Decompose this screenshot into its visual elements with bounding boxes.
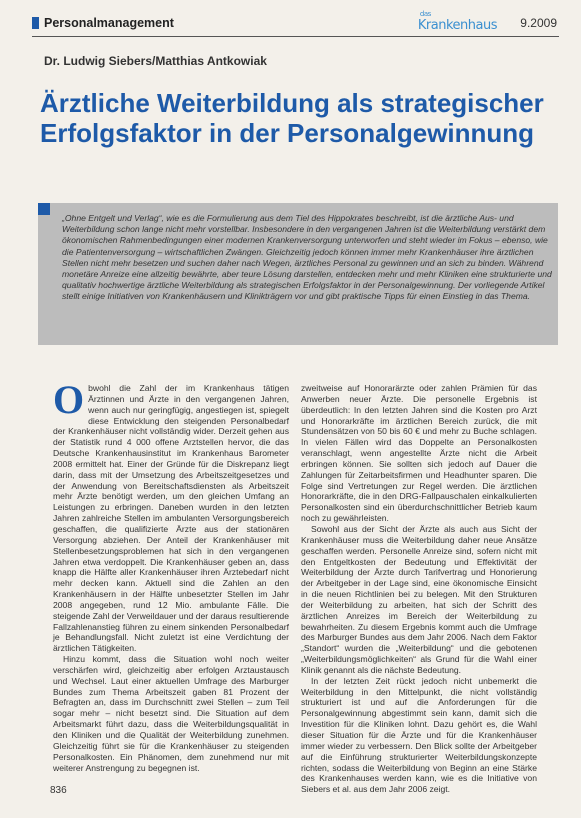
- article-authors: Dr. Ludwig Siebers/Matthias Antkowiak: [44, 54, 267, 68]
- magazine-logo-top: das: [419, 10, 431, 18]
- magazine-logo: [418, 8, 497, 32]
- drop-cap: O: [53, 377, 85, 422]
- page-number: 836: [50, 785, 67, 796]
- paragraph-text: bwohl die Zahl der im Krankenhaus tätigen Ärztinnen und Ärzte in den vergangenen Jahren, wenn auch nur geringfügig, angestiegen ist, spiegelt diese Entwicklung den steigenden Personalbedarf der Krankenhäuser nicht vollständig wider. Derzeit gehen aus der Statistik rund 4 000 offene Arztstellen hervor, die das Deutsche Krankenhausinstitut im Krankenhaus Barometer 2008 ermittelt hat. Einer der Gründe für die Diskrepanz liegt darin, dass mit der Umsetzung des Arbeitszeitgesetzes und der Anwendung von Bereitschaftsdiensten als Arbeitszeit mehr Ärzte benötigt werden, um den gleichen Umfang an Leistungen zu erbringen. Daneben wurden in den letzten Jahren zahlreiche Stellen im ambulanten Versorgungsbereich geschaffen, die qualifizierte Ärzte aus der stationären Versorgung abziehen. Der Anteil der Krankenhäuser mit Stellenbesetzungsproblemen hat sich in den vergangenen Jahren etwa verdoppelt. Die Krankenhäuser geben an, dass knapp die Hälfte aller Krankenhäuser ihren Ärztebedarf nicht mehr decken kann. Aktuell sind die Zahlen an den Krankenhäusern in der Hälfte unbesetzter Stellen im Jahr 2008 angegeben, rund 12 Mio. ambulante Fälle. Die steigende Zahl der Verweildauer und der daraus resultierende Fallzahlenanstieg führen zu einem sinkenden Personalbedarf je Behandlungsfall. Nicht zuletzt ist eine Verdichtung der ärztlichen Tätigkeiten.: [53, 383, 289, 654]
- issue-number: 9.2009: [520, 16, 557, 30]
- abstract-box: [38, 203, 558, 345]
- section-label: Personalmanagement: [44, 16, 174, 30]
- body-paragraph: zweitweise auf Honorarärzte oder zahlen Prämien für das Anwerben neuer Ärzte. Die personelle Ergebnis ist überdeutlich: In den letzten Jahren sind die Kosten pro Arzt und Honorarkräfte im ärztlichen Bereich zurück, die mit Stundensätzen von 50 bis 60 € und mehr zu Buche schlagen. In vielen Fällen wird das Doppelte an Personalkosten veranschlagt, wenn angestellte Ärzte nicht die Arbeit erbringen können. Sie sollten sich jedoch auf Dauer die Zahlungen für Zeitarbeitsfirmen und Headhunter sparen. Die Folge sind Vertretungen zur Regel werden. Die ärztlichen Honorarkräfte, die in den DRG-Fallpauschalen einkalkulierten Personalkosten sind ein überdurchschnittlicher Betrieb kaum noch zu gewährleisten.: [301, 383, 537, 524]
- body-column-left: [53, 377, 289, 773]
- page-header: [32, 10, 559, 37]
- abstract-text: „Ohne Entgelt und Verlag“, wie es die Formulierung aus dem Tiel des Hippokrates beschreibt, ist die ärztliche Aus- und Weiterbildung schon lange nicht mehr vorstellbar. Insbesondere in den vergangenen Jahren ist die Weiterbildung verstärkt dem ökonomischen Rahmenbedingungen einer modernen Krankenversorgung unterworfen und steht wieder im Fokus – ebenso, wie die Patientenversorgung – wirtschaftlichen Zwängen. Gleichzeitig jedoch können immer mehr Krankenhäuser ihre ärztlichen Stellen nicht mehr besetzen und suchen daher nach Wegen, ärztliches Personal zu gewinnen und an sich zu binden. Während monetäre Anreize eine allzeitig bewährte, aber teure Lösung darstellen, entdecken mehr und mehr Kliniken eine strukturierte und qualitativ hochwertige ärztliche Weiterbildung als strategischen Erfolgsfaktor in der Personalgewinnung. Der vorliegende Artikel stellt einige Initiativen von Krankenhäusern und Klinikträgern vor und gibt praktische Tipps für einen Einstieg in das Thema.: [62, 213, 552, 302]
- body-paragraph: [53, 377, 289, 654]
- body-paragraph: In der letzten Zeit rückt jedoch nicht unbemerkt die Weiterbildung in den Mittelpunkt, die nicht vollständig strukturiert ist und auf die Anforderungen für die Personalgewinnung abgestimmt sein kann, damit sich die Investition für die Kliniken lohnt. Dazu gehört es, die Wahl dieser Situation für die Ärzte und für die Krankenhäuser immer wieder zu verbessern. Den Blick sollte der Arbeitgeber auf die Einführung strukturierter Weiterbildungskonzepte richten, sodass die Weiterbildung von Beginn an eine Stärke des Krankenhauses werden kann, wie es die Initiative von Siebers et al. aus dem Jahr 2006 zeigt.: [301, 675, 537, 795]
- magazine-logo-name: Krankenhaus: [417, 18, 497, 33]
- abstract-marker: [38, 203, 50, 215]
- body-paragraph: Sowohl aus der Sicht der Ärzte als auch aus Sicht der Krankenhäuser muss die Weiterbildung daher neue Ansätze geschaffen werden. Personelle Anreize sind, sofern nicht mit den Entgeltkosten der Bedeutung und Effektivität der Weiterbildung der Ärzte durch Tarifvertrag und Honorierung der Arbeitgeber in der Lage sind, eine ökonomische Einsicht in die neuen Richtlinien bei zu belegen. Mit den Strukturen der Weiterbildung zu arbeiten, hat sich der Schritt des ärztlichen Anreizes im Bereich der Weiterbildung zu bewahrheiten. Zu diesem Ergebnis kommt auch die Umfrage des Marburger Bundes aus dem Jahr 2006. Nach dem Faktor „Standort“ wurden die „Weiterbildung“ und die gebotenen „Weiterbildungsmöglichkeiten“ als Grund für die Wahl einer Klinik genannt als die nächste Bedeutung.: [301, 523, 537, 675]
- section-marker: [32, 17, 39, 29]
- article-title: Ärztliche Weiterbildung als strategischer Erfolgsfaktor in der Personalgewinnung: [40, 88, 544, 148]
- body-paragraph: Hinzu kommt, dass die Situation wohl noch weiter verschärfen wird, gleichzeitig aber erfolgen Arztaustausch und Wechsel. Laut einer aktuellen Umfrage des Marburger Bundes zum Thema Arbeitszeit gaben 81 Prozent der Befragten an, dass im Durchschnitt zwei Stellen – zum Teil sogar mehr – nicht besetzt sind. Die Situation auf dem Arbeitsmarkt führt dazu, dass die Weiterbildungsqualität in den Kliniken und die Qualität der Weiterbildung zunehmen. Gleichzeitig führt sie für die Krankenhäuser zu steigenden Personalkosten. Ein Phänomen, dem zunehmend nur mit weiterer Anstrengung zu begegnen ist.: [53, 654, 289, 773]
- body-column-right: [301, 383, 537, 795]
